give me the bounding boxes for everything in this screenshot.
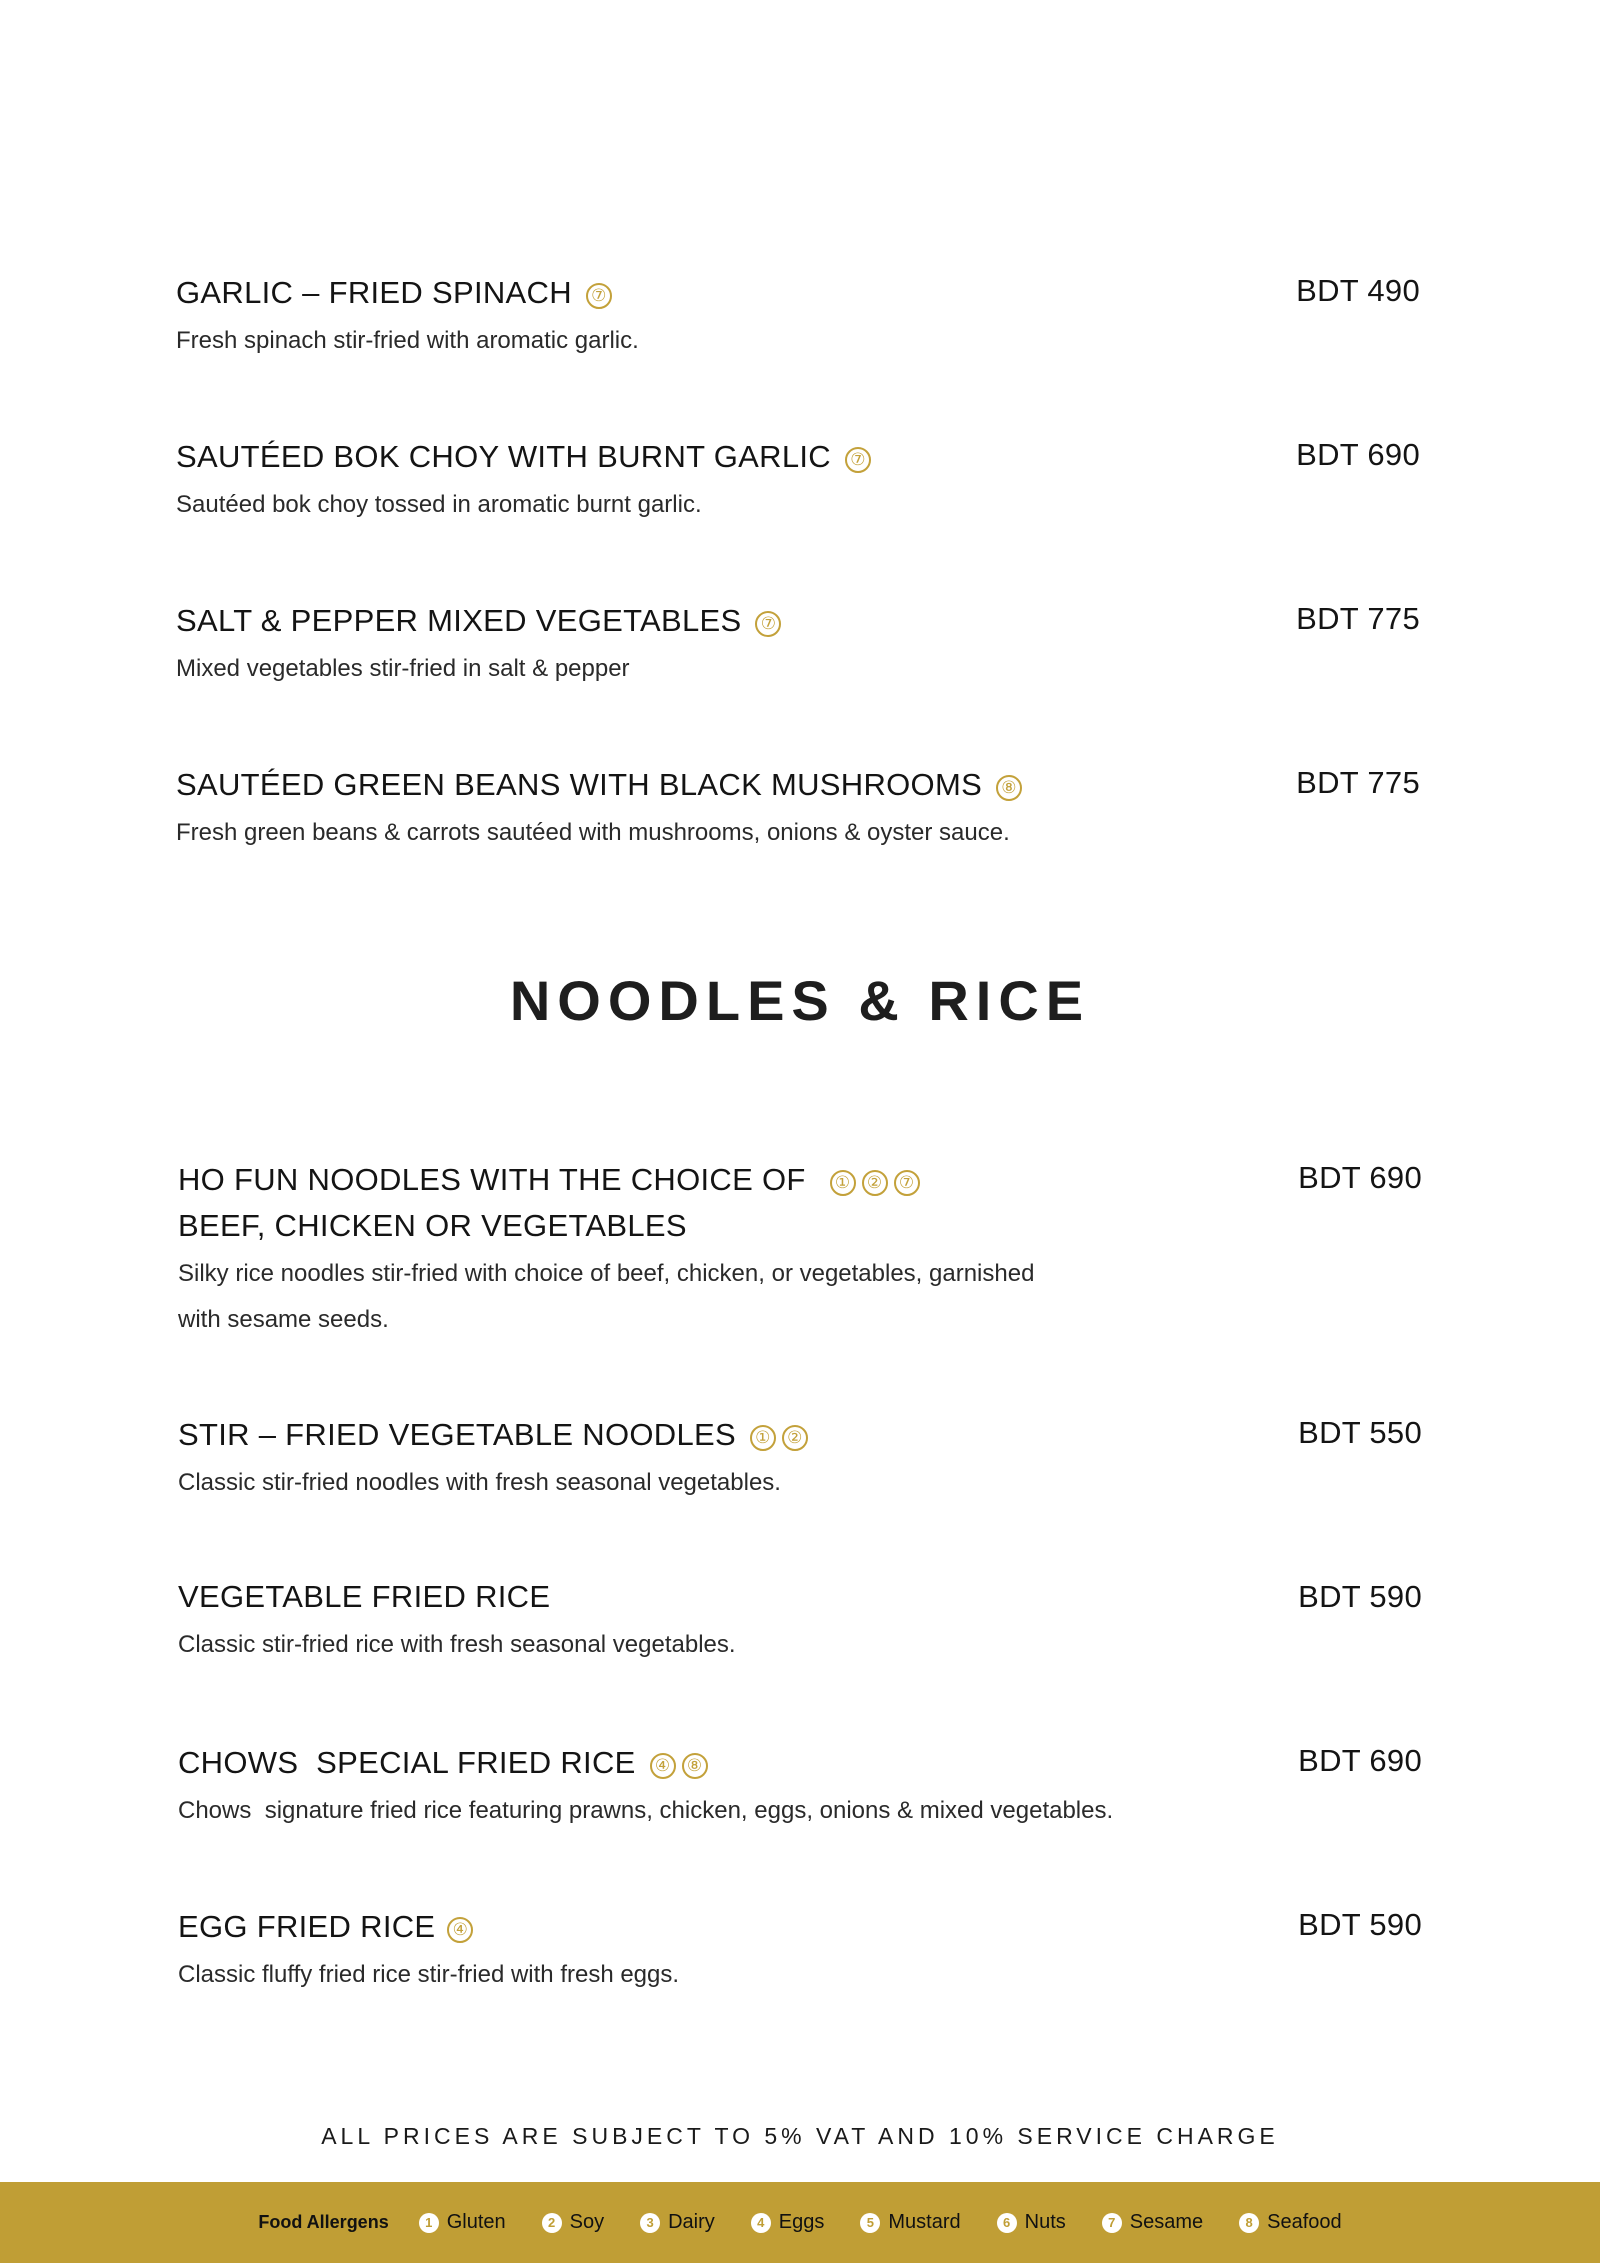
item-price: BDT 775: [1296, 601, 1420, 636]
price-notice: ALL PRICES ARE SUBJECT TO 5% VAT AND 10% SERVICE CHARGE: [321, 2123, 1279, 2149]
menu-item-green-beans: [176, 760, 1420, 856]
item-name: SALT & PEPPER MIXED VEGETABLES ⑦: [176, 596, 787, 644]
allergen-footer: [0, 2182, 1600, 2263]
number-3-icon: 3: [640, 2213, 660, 2233]
item-description: Classic stir-fried rice with fresh seasonal vegetables.: [178, 1631, 736, 1658]
allergen-icons: [586, 268, 618, 314]
legend-item-sesame: 7 Sesame: [1102, 2211, 1203, 2234]
allergen-sesame-icon: ⑦: [894, 1170, 920, 1196]
allergen-seafood-icon: ⑧: [996, 775, 1022, 801]
number-8-icon: 8: [1239, 2213, 1259, 2233]
menu-item-bok-choy: [176, 432, 1420, 528]
item-price: BDT 690: [1298, 1160, 1422, 1195]
number-6-icon: 6: [997, 2213, 1017, 2233]
item-description: Sautéed bok choy tossed in aromatic burnt garlic.: [176, 491, 702, 518]
item-name: STIR – FRIED VEGETABLE NOODLES ① ②: [178, 1410, 814, 1458]
legend-item-nuts: 6 Nuts: [997, 2211, 1066, 2234]
menu-item-ho-fun-noodles: [178, 1155, 1422, 1343]
item-price: BDT 490: [1296, 273, 1420, 308]
item-name: HO FUN NOODLES WITH THE CHOICE OF ① ② ⑦ BEEF, CHICKEN OR VEGETABLES: [178, 1155, 926, 1249]
item-price: BDT 690: [1296, 437, 1420, 472]
item-description: Classic fluffy fried rice stir-fried with fresh eggs.: [178, 1961, 680, 1988]
item-name: EGG FRIED RICE ④: [178, 1902, 479, 1950]
item-price: BDT 590: [1298, 1579, 1422, 1614]
legend-item-soy: 2 Soy: [542, 2211, 604, 2234]
number-2-icon: 2: [542, 2213, 562, 2233]
number-7-icon: 7: [1102, 2213, 1122, 2233]
allergen-icons: [650, 1738, 714, 1784]
section-title: NOODLES & RICE: [509, 969, 1091, 1032]
allergen-legend-title: Food Allergens: [258, 2212, 389, 2232]
legend-item-seafood: 8 Seafood: [1239, 2211, 1342, 2234]
item-description: Silky rice noodles stir-fried with choice of beef, chicken, or vegetables, garnished with sesame seeds.: [178, 1260, 1035, 1333]
item-description: Mixed vegetables stir-fried in salt & pepper: [176, 655, 630, 682]
item-description: Fresh spinach stir-fried with aromatic garlic.: [176, 327, 639, 354]
number-1-icon: 1: [419, 2213, 439, 2233]
legend-item-eggs: 4 Eggs: [751, 2211, 825, 2234]
item-price: BDT 590: [1298, 1907, 1422, 1942]
allergen-eggs-icon: ④: [650, 1753, 676, 1779]
menu-item-stir-fried-noodles: [178, 1410, 1422, 1506]
item-name: CHOWS SPECIAL FRIED RICE ④ ⑧: [178, 1738, 714, 1786]
allergen-gluten-icon: ①: [830, 1170, 856, 1196]
allergen-gluten-icon: ①: [750, 1425, 776, 1451]
menu-item-chows-special-fried-rice: [178, 1738, 1422, 1834]
allergen-icons: [996, 760, 1028, 806]
allergen-seafood-icon: ⑧: [682, 1753, 708, 1779]
item-description: Fresh green beans & carrots sautéed with mushrooms, onions & oyster sauce.: [176, 819, 1010, 846]
menu-item-garlic-fried-spinach: [176, 268, 1420, 364]
allergen-soy-icon: ②: [862, 1170, 888, 1196]
allergen-sesame-icon: ⑦: [845, 447, 871, 473]
allergen-icons: [830, 1155, 926, 1201]
allergen-soy-icon: ②: [782, 1425, 808, 1451]
item-name: VEGETABLE FRIED RICE: [178, 1579, 551, 1614]
item-price: BDT 690: [1298, 1743, 1422, 1778]
number-4-icon: 4: [751, 2213, 771, 2233]
legend-item-mustard: 5 Mustard: [860, 2211, 960, 2234]
allergen-icons: [845, 432, 877, 478]
allergen-icons: [750, 1410, 814, 1456]
legend-item-dairy: 3 Dairy: [640, 2211, 715, 2234]
item-price: BDT 775: [1296, 765, 1420, 800]
item-description: Chows signature fried rice featuring prawns, chicken, eggs, onions & mixed vegetables.: [178, 1797, 1114, 1824]
allergen-sesame-icon: ⑦: [586, 283, 612, 309]
item-name: GARLIC – FRIED SPINACH ⑦: [176, 268, 618, 316]
item-name: SAUTÉED BOK CHOY WITH BURNT GARLIC ⑦: [176, 432, 877, 480]
item-price: BDT 550: [1298, 1415, 1422, 1450]
allergen-sesame-icon: ⑦: [755, 611, 781, 637]
allergen-icons: [755, 596, 787, 642]
menu-item-egg-fried-rice: [178, 1902, 1422, 1998]
menu-item-salt-pepper-vegetables: [176, 596, 1420, 692]
allergen-icons: [447, 1902, 479, 1948]
item-description: Classic stir-fried noodles with fresh seasonal vegetables.: [178, 1469, 781, 1496]
number-5-icon: 5: [860, 2213, 880, 2233]
allergen-eggs-icon: ④: [447, 1917, 473, 1943]
allergen-legend: [258, 2211, 1341, 2234]
item-name: SAUTÉED GREEN BEANS WITH BLACK MUSHROOMS ⑧: [176, 760, 1028, 808]
legend-item-gluten: 1 Gluten: [419, 2211, 506, 2234]
menu-item-vegetable-fried-rice: [178, 1574, 1422, 1668]
